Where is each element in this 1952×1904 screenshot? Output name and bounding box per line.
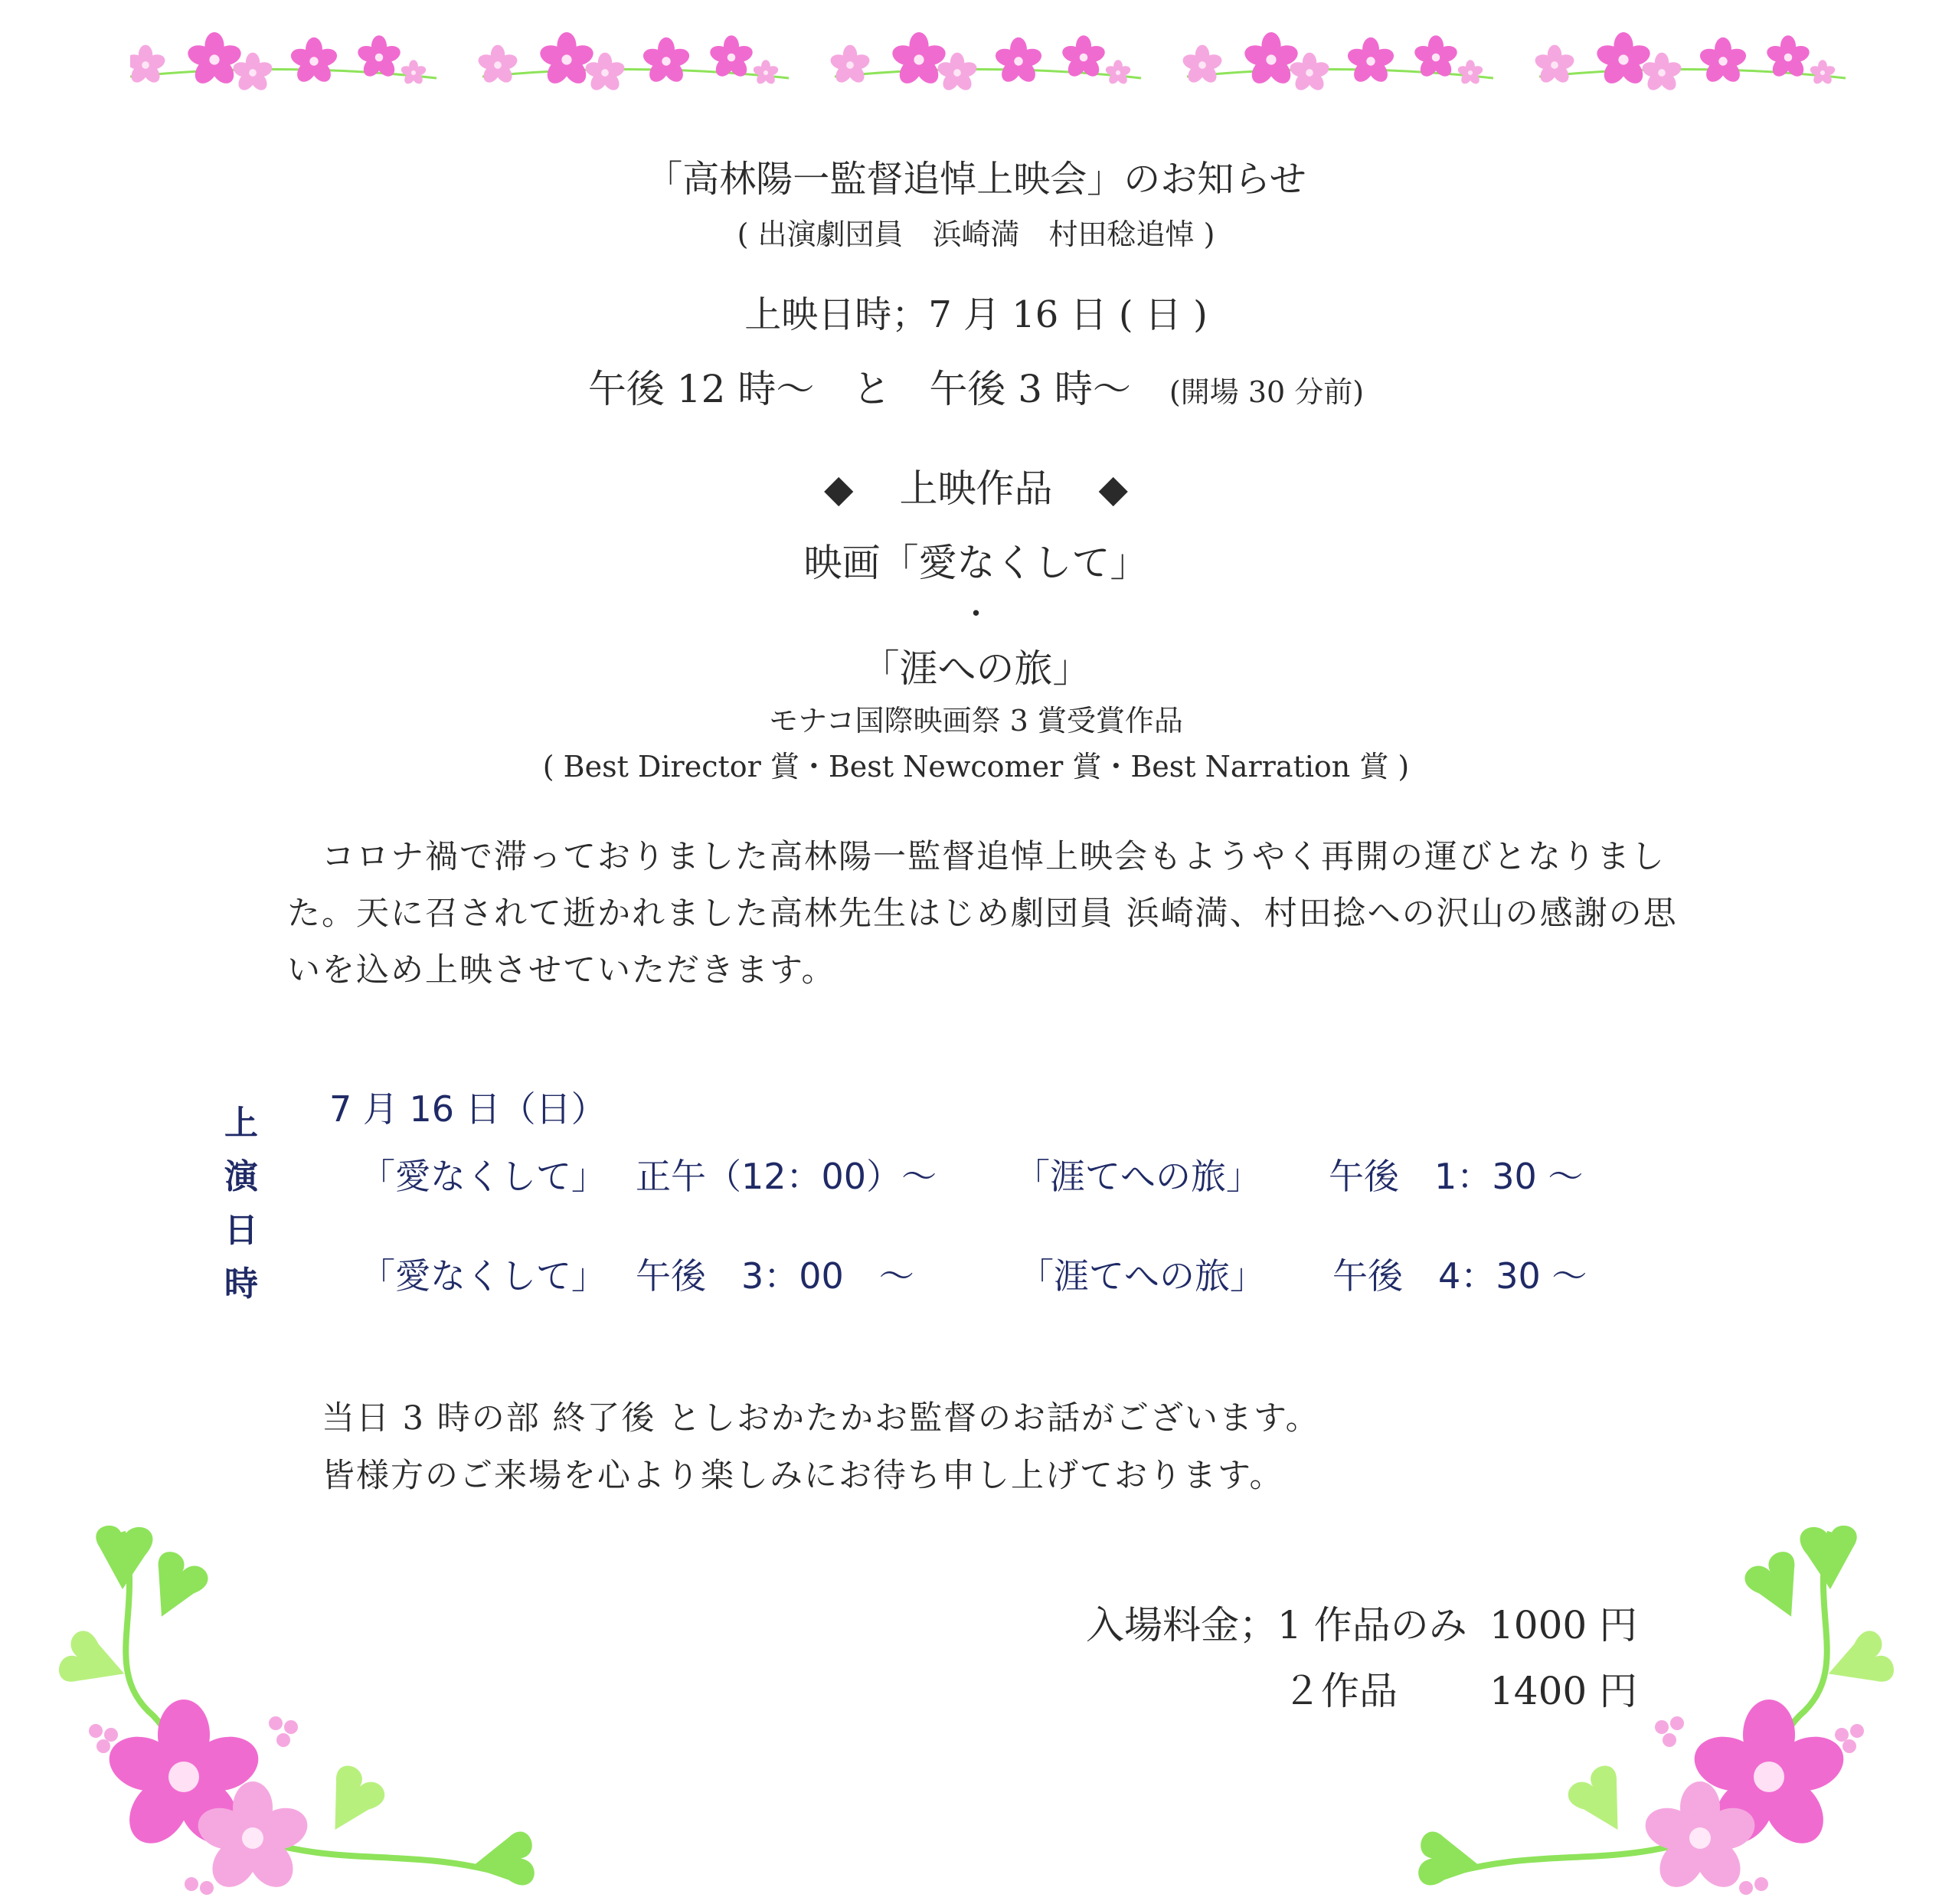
sakura-flower-icon xyxy=(289,38,339,86)
work-separator: ・ xyxy=(960,597,992,632)
sakura-flower-icon xyxy=(641,38,692,86)
intro-paragraph: コロナ禍で滞っておりました高林陽一監督追悼上映会もようやく再開の運びとなりました。天に召されて逝かれました高林先生はじめ劇団員 浜崎満、村田捻への沢山の感謝の思いを込め上映させていただきます。 xyxy=(287,838,1678,990)
work-title-2: 「涯への旅」 xyxy=(861,646,1091,691)
fee-value-1: 1000 円 xyxy=(1489,1603,1638,1647)
schedule-title: 「涯てへの旅」 xyxy=(1019,1255,1265,1297)
notice-subtitle: ( 出演劇団員 浜崎満 村田稔追悼 ) xyxy=(737,218,1215,251)
schedule-title: 「愛なくして」 xyxy=(360,1156,607,1197)
works-heading-label: 上映作品 xyxy=(899,466,1053,511)
sakura-flower-icon xyxy=(890,32,948,88)
vertical-char: 日 xyxy=(224,1211,258,1250)
sakura-flower-icon xyxy=(130,45,167,86)
sakura-flower-icon xyxy=(752,60,780,86)
screening-times: 午後 12 時～ と 午後 3 時～ xyxy=(587,367,1131,411)
sakura-flower-icon xyxy=(1345,38,1396,86)
sakura-flower-icon xyxy=(400,60,427,86)
sakura-flower-icon xyxy=(1242,32,1300,88)
closing-line-2: 皆様方のご来場を心より楽しみにお待ち申し上げております。 xyxy=(322,1457,1284,1495)
vertical-char: 演 xyxy=(224,1157,258,1196)
schedule-title: 「涯てへの旅」 xyxy=(1015,1156,1261,1197)
works-heading xyxy=(0,458,1952,513)
floral-corner-right-icon xyxy=(1409,1516,1899,1904)
screening-times-line xyxy=(0,358,1952,414)
performance-vertical-label xyxy=(218,1097,264,1311)
schedule-title: 「愛なくして」 xyxy=(360,1255,607,1297)
closing-line-1: 当日 3 時の部 終了後 としおかたかお監督のお話がございます。 xyxy=(322,1399,1320,1438)
sakura-flower-icon xyxy=(538,32,596,88)
schedule-time: 正午（12：00）～ xyxy=(636,1156,937,1197)
sakura-flower-icon xyxy=(1698,38,1748,86)
sakura-flower-icon xyxy=(1594,32,1653,88)
sakura-flower-icon xyxy=(1809,60,1836,86)
schedule-time: 午後 3：00 ～ xyxy=(636,1255,914,1297)
sakura-garland-top xyxy=(130,31,1853,100)
sakura-flower-icon xyxy=(476,45,519,86)
doors-open-note: (開場 30 分前) xyxy=(1169,375,1365,409)
sakura-flower-icon xyxy=(1181,45,1224,86)
vertical-char: 時 xyxy=(224,1264,258,1304)
fee-label-2: ２作品 xyxy=(1283,1669,1398,1713)
diamond-icon: ◆ xyxy=(1098,466,1128,511)
sakura-flower-icon xyxy=(185,32,244,88)
schedule-time: 午後 4：30 ～ xyxy=(1332,1255,1587,1297)
sakura-flower-icon xyxy=(829,45,871,86)
work-title-1: 映画「愛なくして」 xyxy=(803,541,1149,585)
award-line: モナコ国際映画祭 3 賞受賞作品 xyxy=(769,704,1183,738)
sakura-flower-icon xyxy=(1457,60,1484,86)
performance-date: 7 月 16 日（日） xyxy=(329,1088,607,1130)
screening-date-line: 上映日時；7 月 16 日 ( 日 ) xyxy=(744,293,1208,336)
sakura-flower-icon xyxy=(1104,60,1132,86)
sakura-flower-icon xyxy=(993,38,1044,86)
fee-value-2: 1400 円 xyxy=(1489,1669,1638,1713)
floral-corner-left-icon xyxy=(54,1516,544,1904)
award-detail: ( Best Director 賞・Best Newcomer 賞・Best Narration 賞 ) xyxy=(542,750,1410,784)
schedule-time: 午後 1：30 ～ xyxy=(1329,1156,1584,1197)
sakura-flower-icon xyxy=(1533,45,1576,86)
vertical-char: 上 xyxy=(224,1104,258,1143)
diamond-icon: ◆ xyxy=(824,466,854,511)
fee-label-1: 入場料金；1 作品のみ xyxy=(1086,1603,1467,1647)
notice-title: 「高林陽一監督追悼上映会」のお知らせ xyxy=(646,158,1306,201)
